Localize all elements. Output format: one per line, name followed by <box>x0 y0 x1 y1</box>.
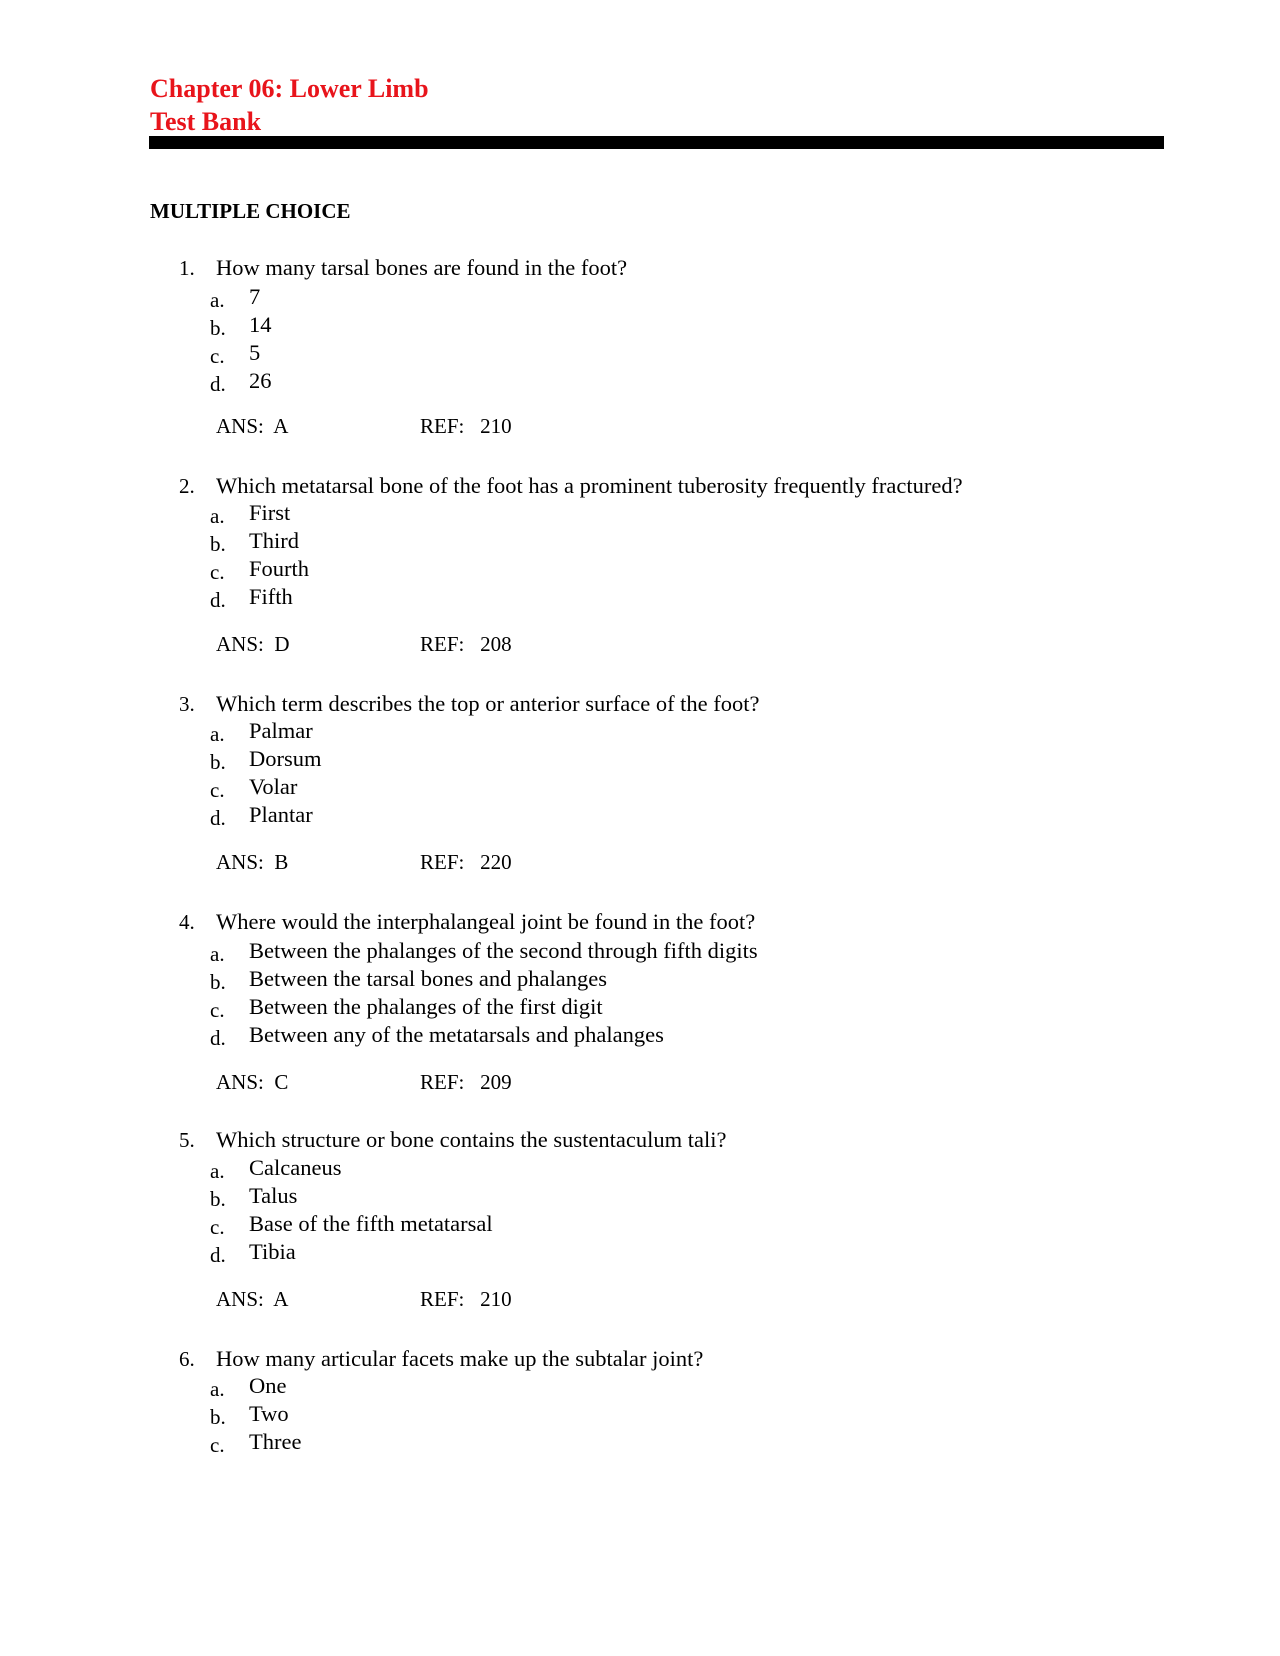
chapter-heading: Chapter 06: Lower Limb <box>150 74 429 103</box>
answer-label: ANS: <box>216 632 264 656</box>
answer <box>216 848 288 876</box>
choice-letter: c. <box>210 1215 225 1239</box>
choice-letter: a. <box>210 722 225 746</box>
answer <box>216 1285 288 1313</box>
answer <box>216 1068 288 1096</box>
choice-letter: d. <box>210 372 226 396</box>
choice-text: 26 <box>249 368 272 393</box>
header-rule <box>149 136 1164 149</box>
choice-letter: b. <box>210 316 226 340</box>
question-text: Which structure or bone contains the sustentaculum tali? <box>216 1127 727 1152</box>
reference-label: REF: <box>420 1070 465 1094</box>
answer-value: C <box>274 1070 289 1094</box>
choice-letter: a. <box>210 504 225 528</box>
choice-letter: b. <box>210 532 226 556</box>
reference-value: 209 <box>480 1070 512 1094</box>
question-text: How many tarsal bones are found in the foot? <box>216 255 628 280</box>
chapter-subtitle: Test Bank <box>150 107 262 136</box>
section-heading: MULTIPLE CHOICE <box>150 199 351 223</box>
choice-text: Between the tarsal bones and phalanges <box>249 966 608 991</box>
question-number: 4. <box>179 910 195 934</box>
choice-letter: c. <box>210 560 225 584</box>
reference-value: 210 <box>480 1287 512 1311</box>
choice-text: 14 <box>249 312 272 337</box>
reference-label: REF: <box>420 414 465 438</box>
choice-text: First <box>249 500 291 525</box>
answer-value: B <box>274 850 289 874</box>
choice-text: Plantar <box>249 802 313 827</box>
choice-text: Between the phalanges of the first digit <box>249 994 603 1019</box>
choice-letter: c. <box>210 998 225 1022</box>
choice-letter: d. <box>210 1243 226 1267</box>
reference-label: REF: <box>420 850 465 874</box>
choice-text: Between the phalanges of the second through fifth digits <box>249 938 758 963</box>
question-number: 6. <box>179 1347 195 1371</box>
choice-letter: b. <box>210 1187 226 1211</box>
question-text: Which metatarsal bone of the foot has a prominent tuberosity frequently fractured? <box>216 473 963 498</box>
choice-text: Volar <box>249 774 298 799</box>
choice-letter: d. <box>210 588 226 612</box>
choice-text: Palmar <box>249 718 313 743</box>
question-number: 2. <box>179 474 195 498</box>
reference <box>420 848 512 876</box>
reference-label: REF: <box>420 632 465 656</box>
answer-label: ANS: <box>216 850 264 874</box>
question-text: How many articular facets make up the subtalar joint? <box>216 1346 704 1371</box>
choice-text: One <box>249 1373 287 1398</box>
reference <box>420 1285 512 1313</box>
choice-text: Fifth <box>249 584 293 609</box>
choice-text: Two <box>249 1401 289 1426</box>
question-number: 3. <box>179 692 195 716</box>
reference <box>420 630 512 658</box>
answer <box>216 412 288 440</box>
choice-text: Between any of the metatarsals and phalanges <box>249 1022 664 1047</box>
choice-letter: c. <box>210 778 225 802</box>
choice-letter: c. <box>210 1433 225 1457</box>
answer-value: D <box>274 632 290 656</box>
choice-letter: b. <box>210 750 226 774</box>
choice-text: Fourth <box>249 556 310 581</box>
answer-value: A <box>273 414 289 438</box>
reference-value: 210 <box>480 414 512 438</box>
question-number: 5. <box>179 1128 195 1152</box>
answer-label: ANS: <box>216 1287 264 1311</box>
choice-text: 7 <box>249 284 261 309</box>
choice-text: Third <box>249 528 299 553</box>
question-number: 1. <box>179 256 195 280</box>
choice-letter: a. <box>210 1159 225 1183</box>
reference-value: 208 <box>480 632 512 656</box>
choice-text: Calcaneus <box>249 1155 342 1180</box>
answer-label: ANS: <box>216 1070 264 1094</box>
reference <box>420 412 512 440</box>
choice-letter: b. <box>210 970 226 994</box>
question-text: Which term describes the top or anterior surface of the foot? <box>216 691 760 716</box>
choice-letter: a. <box>210 288 225 312</box>
choice-text: Talus <box>249 1183 298 1208</box>
answer-label: ANS: <box>216 414 264 438</box>
choice-letter: b. <box>210 1405 226 1429</box>
choice-text: Three <box>249 1429 302 1454</box>
choice-letter: d. <box>210 806 226 830</box>
reference-label: REF: <box>420 1287 465 1311</box>
reference-value: 220 <box>480 850 512 874</box>
choice-text: Base of the fifth metatarsal <box>249 1211 493 1236</box>
choice-letter: a. <box>210 942 225 966</box>
choice-letter: c. <box>210 344 225 368</box>
reference <box>420 1068 512 1096</box>
question-text: Where would the interphalangeal joint be found in the foot? <box>216 909 756 934</box>
choice-text: 5 <box>249 340 261 365</box>
answer-value: A <box>273 1287 289 1311</box>
choice-text: Dorsum <box>249 746 322 771</box>
chapter-title <box>150 72 429 138</box>
choice-text: Tibia <box>249 1239 296 1264</box>
choice-letter: d. <box>210 1026 226 1050</box>
answer <box>216 630 290 658</box>
choice-letter: a. <box>210 1377 225 1401</box>
